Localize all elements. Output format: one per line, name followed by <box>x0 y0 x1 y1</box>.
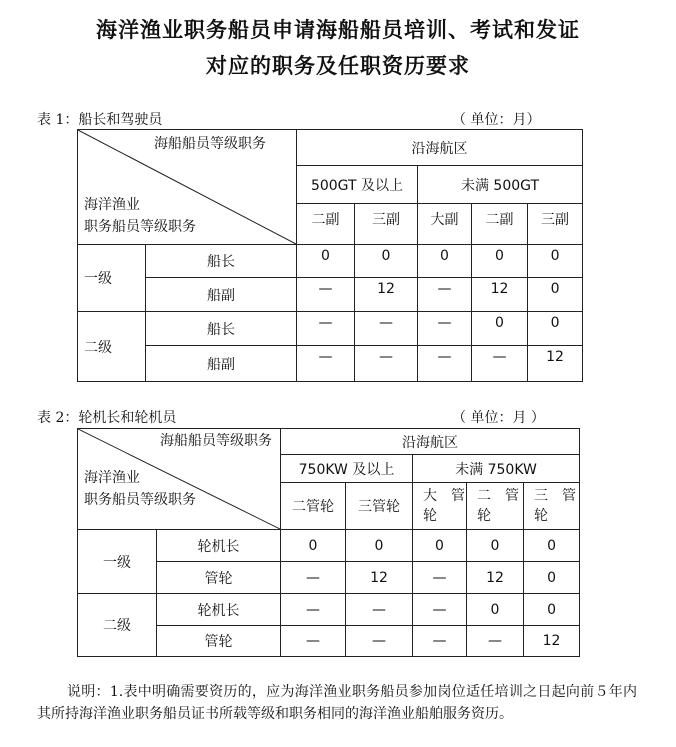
table1-group-a: 500GT 及以上 <box>297 166 418 204</box>
table2-area: 沿海航区 <box>281 429 580 455</box>
table-cell: 12 <box>472 278 528 312</box>
table1-role: 船长 <box>146 245 297 278</box>
table-cell: — <box>418 312 472 346</box>
table2-grade: 二级 <box>78 594 157 657</box>
table2-role: 管轮 <box>157 626 281 657</box>
table2-unit: （ 单位：月 ） <box>452 410 545 426</box>
note-text: 说明：1.表中明确需要资历的，应为海洋渔业职务船员参加岗位适任培训之日起向前５年内其所持海洋渔业职务船员证书所载等级和职务相同的海洋渔业船舶服务资历。 <box>37 684 637 722</box>
table1-area: 沿海航区 <box>297 130 583 166</box>
table-cell: — <box>281 594 346 626</box>
col-header-top: 大 管 <box>423 488 465 504</box>
table-cell: 0 <box>355 245 418 278</box>
table2-col-header <box>524 483 580 530</box>
table1-role: 船副 <box>146 278 297 312</box>
table-cell: 0 <box>297 245 355 278</box>
table-cell: 12 <box>355 278 418 312</box>
table1-col-header: 三副 <box>355 204 418 245</box>
table2-header-left-1: 海洋渔业 <box>84 470 140 486</box>
table-row <box>78 346 583 382</box>
table-cell: 0 <box>524 530 580 562</box>
table1-col-header: 二副 <box>297 204 355 245</box>
table-cell: — <box>355 312 418 346</box>
table1-grade: 二级 <box>78 312 146 382</box>
table1-col-header: 二副 <box>472 204 528 245</box>
table1-caption: 表 1：船长和驾驶员 <box>37 112 163 128</box>
table-cell: 0 <box>281 530 346 562</box>
table-cell: 12 <box>528 346 583 382</box>
table-cell: 0 <box>524 562 580 594</box>
table2-col-header <box>467 483 524 530</box>
table-cell: — <box>346 594 413 626</box>
table2-header-left-2: 职务船员等级职务 <box>84 492 196 508</box>
table-cell: — <box>281 562 346 594</box>
page-title-line1: 海洋渔业职务船员申请海船船员培训、考试和发证 <box>96 17 580 42</box>
table2-col-header: 三管轮 <box>346 483 413 530</box>
table2-grade: 一级 <box>78 530 157 594</box>
col-header-bottom: 轮 <box>423 508 437 524</box>
table1-col-header: 三副 <box>528 204 583 245</box>
table1-header-left-2: 职务船员等级职务 <box>84 219 196 235</box>
table-cell: 0 <box>528 312 583 346</box>
table-cell: — <box>467 626 524 657</box>
table1-group-b: 未满 500GT <box>418 166 583 204</box>
table2-caption: 表 2：轮机长和轮机员 <box>37 410 177 426</box>
table1-header-left <box>84 194 196 238</box>
page-title-line2: 对应的职务及任职资历要求 <box>206 53 470 78</box>
table-cell: — <box>413 594 467 626</box>
table-cell: — <box>472 346 528 382</box>
table2-group-b: 未满 750KW <box>413 455 580 483</box>
table1 <box>77 129 583 382</box>
table-cell: 0 <box>467 530 524 562</box>
table-cell: — <box>297 312 355 346</box>
col-header-bottom: 轮 <box>477 508 491 524</box>
table1-role: 船长 <box>146 312 297 346</box>
table-cell: 0 <box>418 245 472 278</box>
table-cell: — <box>418 278 472 312</box>
table2-col-header <box>413 483 467 530</box>
table-cell: — <box>346 626 413 657</box>
table-cell: — <box>413 626 467 657</box>
table-row <box>78 245 583 278</box>
table-cell: 0 <box>467 594 524 626</box>
table-cell: — <box>355 346 418 382</box>
table-cell: — <box>281 626 346 657</box>
table2 <box>77 428 580 657</box>
table2-diagonal-header <box>78 429 281 530</box>
table-cell: 0 <box>472 312 528 346</box>
table-row <box>78 594 580 626</box>
table1-role: 船副 <box>146 346 297 382</box>
table-row <box>78 278 583 312</box>
table-cell: 0 <box>524 594 580 626</box>
table2-role: 管轮 <box>157 562 281 594</box>
table1-unit: （ 单位：月） <box>452 112 541 128</box>
table-cell: 0 <box>528 278 583 312</box>
table2-header-left <box>84 467 196 511</box>
col-header-top: 三 管 <box>534 488 576 504</box>
table2-header-top: 海船船员等级职务 <box>160 433 272 449</box>
table1-header-left-1: 海洋渔业 <box>84 197 140 213</box>
table1-diagonal-header <box>78 130 297 245</box>
col-header-top: 二 管 <box>477 488 519 504</box>
table-cell: 0 <box>528 245 583 278</box>
table-cell: 0 <box>472 245 528 278</box>
table-cell: 12 <box>467 562 524 594</box>
table2-col-header: 二管轮 <box>281 483 346 530</box>
table-cell: 0 <box>346 530 413 562</box>
table-row <box>78 530 580 562</box>
table-row <box>78 312 583 346</box>
table-cell: 0 <box>413 530 467 562</box>
table1-grade: 一级 <box>78 245 146 312</box>
table-cell: — <box>413 562 467 594</box>
table-cell: 12 <box>346 562 413 594</box>
table1-header-top: 海船船员等级职务 <box>154 136 266 152</box>
table-cell: — <box>297 278 355 312</box>
table-cell: — <box>418 346 472 382</box>
table-cell: — <box>297 346 355 382</box>
table2-role: 轮机长 <box>157 594 281 626</box>
table1-col-header: 大副 <box>418 204 472 245</box>
col-header-bottom: 轮 <box>534 508 548 524</box>
table2-role: 轮机长 <box>157 530 281 562</box>
table2-group-a: 750KW 及以上 <box>281 455 413 483</box>
table-cell: 12 <box>524 626 580 657</box>
